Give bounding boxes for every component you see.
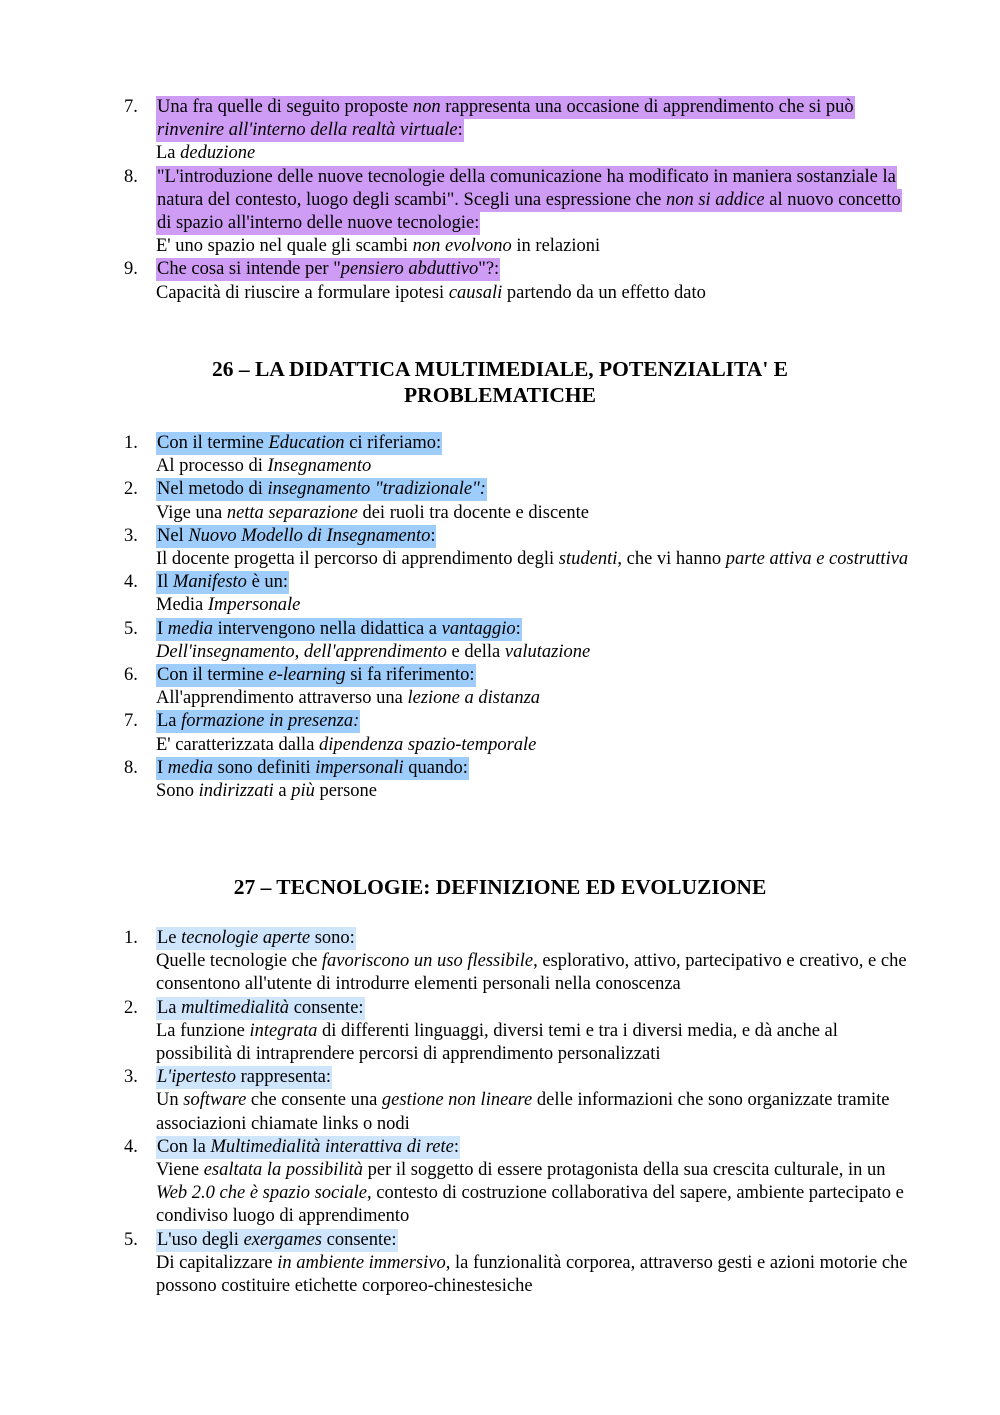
- list-item: [0, 571, 916, 617]
- question-highlight: [156, 757, 469, 780]
- question-highlight: [156, 96, 855, 142]
- item-number: 7.: [124, 97, 138, 117]
- item-number: 9.: [124, 259, 138, 280]
- item-number: 5.: [124, 1229, 138, 1250]
- answer-text: [156, 142, 916, 165]
- text-run: ,: [294, 641, 304, 662]
- italic-text-run: integrata: [249, 1020, 318, 1041]
- text-run: rappresenta:: [236, 1067, 332, 1088]
- list-item: [0, 166, 916, 259]
- text-run: dei ruoli tra docente e discente: [357, 502, 589, 523]
- text-run: Con il termine: [157, 433, 269, 453]
- text-run: Il: [157, 572, 173, 593]
- italic-text-run: vantaggio: [441, 618, 516, 639]
- item-number: 3.: [124, 525, 138, 546]
- answer-text: [156, 282, 916, 305]
- item-number: 7.: [124, 711, 138, 732]
- question-list-section-26: [0, 432, 1000, 803]
- question-text: [156, 927, 356, 950]
- question-highlight: [156, 478, 487, 501]
- text-run: partendo da un effetto dato: [502, 282, 706, 303]
- answer-text: [156, 950, 916, 996]
- italic-text-run: impersonali: [315, 757, 404, 778]
- text-run: L'uso degli: [157, 1229, 244, 1250]
- question-list-section-25: [0, 96, 1000, 305]
- answer-text: [156, 780, 916, 803]
- question-text: [156, 1066, 332, 1089]
- italic-text-run: multimedialità: [181, 997, 290, 1018]
- text-run: Che cosa si intende per ": [157, 259, 341, 280]
- question-text: [156, 96, 855, 142]
- question-highlight: [156, 664, 476, 687]
- answer-text: [156, 641, 916, 664]
- text-run: I: [157, 618, 168, 639]
- answer-text: [156, 502, 916, 525]
- list-item: [0, 1066, 916, 1136]
- italic-text-run: Multimedialità interattiva di rete: [210, 1136, 454, 1157]
- list-item: [0, 710, 916, 756]
- italic-text-run: L'ipertesto: [157, 1067, 236, 1088]
- italic-text-run: Manifesto: [172, 572, 247, 593]
- question-highlight: [156, 1136, 460, 1159]
- question-highlight: [156, 927, 356, 950]
- italic-text-run: Insegnamento: [267, 456, 372, 477]
- list-item: [0, 1136, 916, 1229]
- text-run: persone: [314, 781, 378, 802]
- text-run: , la funzionalità corporea, attraverso gesti e azioni motorie che possono costituire etichette corporeo-chinestesiche: [156, 1252, 908, 1297]
- text-run: al nuovo concetto di spazio all'interno delle nuove tecnologie:: [157, 189, 901, 234]
- list-item: [0, 478, 916, 524]
- text-run: :: [453, 1136, 459, 1157]
- question-highlight: [156, 525, 436, 548]
- question-highlight: [156, 1229, 398, 1252]
- italic-text-run: software: [183, 1090, 247, 1111]
- item-number: 2.: [124, 479, 138, 500]
- italic-text-run: Dell'insegnamento: [156, 641, 295, 662]
- list-item: [0, 618, 916, 664]
- text-run: Viene: [156, 1160, 204, 1181]
- text-run: Le: [157, 928, 182, 948]
- question-text: [156, 258, 500, 281]
- answer-text: [156, 687, 916, 710]
- text-run: Con la: [157, 1136, 211, 1157]
- question-text: [156, 432, 442, 455]
- italic-text-run: parte attiva e costruttiva: [725, 549, 909, 570]
- list-item: [0, 432, 916, 478]
- question-text: [156, 710, 360, 733]
- text-run: sono definiti: [213, 757, 316, 778]
- text-run: E' caratterizzata dalla: [156, 734, 320, 755]
- italic-text-run: dell'apprendimento: [303, 641, 447, 662]
- item-number: 4.: [124, 1136, 138, 1157]
- text-run: Media: [156, 595, 208, 616]
- italic-text-run: media: [167, 757, 214, 778]
- answer-text: [156, 235, 916, 258]
- item-number: 8.: [124, 166, 138, 187]
- text-run: La: [157, 711, 182, 732]
- italic-text-run: rinvenire all'interno della realtà virtuale: [157, 120, 458, 141]
- text-run: :: [457, 120, 463, 141]
- text-run: Sono: [156, 781, 199, 802]
- italic-text-run: Education: [268, 433, 345, 453]
- answer-text: [156, 594, 916, 617]
- text-run: e della: [446, 641, 505, 662]
- list-item: [0, 525, 916, 571]
- italic-text-run: non evolvono: [412, 236, 512, 257]
- italic-text-run: lezione a distanza: [407, 688, 541, 709]
- text-run: I: [157, 757, 168, 778]
- italic-text-run: in ambiente immersivo: [277, 1252, 446, 1273]
- text-run: Capacità di riuscire a formulare ipotesi: [156, 282, 449, 303]
- text-run: quando:: [403, 757, 468, 778]
- italic-text-run: exergames: [243, 1229, 322, 1250]
- text-run: Quelle tecnologie che: [156, 951, 322, 972]
- text-run: La: [157, 997, 182, 1018]
- text-run: , che vi hanno: [617, 549, 726, 570]
- list-item: [0, 997, 916, 1067]
- question-text: [156, 1136, 460, 1159]
- item-number: 4.: [124, 572, 138, 593]
- italic-text-run: valutazione: [504, 641, 591, 662]
- text-run: , contesto di costruzione collaborativa del sapere, ambiente partecipato e condiviso luogo di apprendimento: [156, 1183, 904, 1227]
- text-run: All'apprendimento attraverso una: [156, 688, 408, 709]
- question-highlight: [156, 618, 522, 641]
- question-text: [156, 664, 476, 687]
- text-run: , esplorativo, attivo, partecipativo e creativo, e che consentono all'utente di introdurre elementi personali nella conoscenza: [156, 951, 907, 995]
- question-text: [156, 997, 365, 1020]
- list-item: [0, 1229, 916, 1299]
- text-run: consente:: [289, 997, 364, 1018]
- question-text: [156, 478, 487, 501]
- text-run: :: [430, 525, 436, 546]
- item-number: 6.: [124, 665, 138, 686]
- text-run: E' uno spazio nel quale gli scambi: [156, 236, 413, 257]
- text-run: "L'introduzione delle nuove tecnologie della comunicazione ha modificato in maniera sostanziale la natura del contesto, luogo degli scambi". Scegli una espressione che: [157, 166, 896, 210]
- question-highlight: [156, 997, 365, 1020]
- answer-text: [156, 1089, 916, 1135]
- text-run: di differenti linguaggi, diversi temi e tra i diversi media, e dà anche al possibilità di intraprendere percorsi di apprendimento personalizzati: [156, 1020, 838, 1065]
- italic-text-run: pensiero abduttivo: [340, 259, 479, 280]
- answer-text: [156, 1252, 916, 1298]
- question-text: [156, 525, 436, 548]
- italic-text-run: formazione in presenza:: [181, 711, 360, 732]
- text-run: delle informazioni che sono organizzate tramite associazioni chiamate links o nodi: [156, 1090, 890, 1134]
- answer-text: [156, 1020, 916, 1066]
- section-heading-26: 26 – LA DIDATTICA MULTIMEDIALE, POTENZIALITA' E PROBLEMATICHE: [211, 357, 789, 407]
- italic-text-run: Nuovo Modello di Insegnamento: [188, 525, 431, 546]
- italic-text-run: deduzione: [180, 143, 256, 164]
- item-number: 3.: [124, 1067, 138, 1088]
- list-item: [0, 258, 916, 304]
- text-run: a: [273, 781, 292, 802]
- item-number: 5.: [124, 618, 138, 639]
- italic-text-run: insegnamento "tradizionale":: [267, 479, 486, 500]
- question-highlight: [156, 432, 442, 455]
- text-run: Nel metodo di: [157, 479, 268, 500]
- italic-text-run: Impersonale: [207, 595, 301, 616]
- question-list-section-27: [0, 927, 1000, 1298]
- text-run: rappresenta una occasione di apprendimento che si può: [440, 97, 854, 117]
- italic-text-run: favoriscono un uso flessibile: [321, 951, 534, 972]
- text-run: è un:: [246, 572, 289, 593]
- italic-text-run: studenti: [558, 549, 618, 570]
- list-item: [0, 927, 916, 997]
- text-run: sono:: [310, 928, 355, 948]
- question-text: [156, 1229, 398, 1252]
- text-run: Una fra quelle di seguito proposte: [157, 97, 413, 117]
- italic-text-run: e-learning: [268, 665, 346, 686]
- text-run: si fa riferimento:: [345, 665, 475, 686]
- italic-text-run: Web 2.0 che è spazio sociale: [156, 1183, 367, 1204]
- question-highlight: [156, 710, 360, 733]
- text-run: La: [156, 143, 181, 164]
- section-heading-27: 27 – TECNOLOGIE: DEFINIZIONE ED EVOLUZIONE: [233, 875, 767, 899]
- text-run: Nel: [157, 525, 189, 546]
- italic-text-run: tecnologie aperte: [181, 928, 311, 948]
- answer-text: [156, 734, 916, 757]
- question-highlight: [156, 166, 902, 235]
- list-item: [0, 664, 916, 710]
- italic-text-run: dipendenza spazio-temporale: [319, 734, 537, 755]
- italic-text-run: non si addice: [665, 189, 765, 210]
- text-run: Con il termine: [157, 665, 269, 686]
- italic-text-run: indirizzati: [198, 781, 274, 802]
- question-text: [156, 571, 289, 594]
- text-run: Un: [156, 1090, 184, 1111]
- item-number: 1.: [124, 928, 138, 948]
- question-highlight: [156, 1066, 332, 1089]
- list-item: [0, 96, 916, 166]
- text-run: ci riferiamo:: [344, 433, 442, 453]
- question-highlight: [156, 571, 289, 594]
- question-highlight: [156, 258, 500, 281]
- text-run: in relazioni: [511, 236, 601, 257]
- text-run: intervengono nella didattica a: [213, 618, 442, 639]
- text-run: La funzione: [156, 1020, 250, 1041]
- italic-text-run: causali: [448, 282, 503, 303]
- text-run: :: [515, 618, 521, 639]
- question-text: [156, 757, 469, 780]
- italic-text-run: media: [167, 618, 214, 639]
- text-run: Al processo di: [156, 456, 268, 477]
- italic-text-run: non: [412, 97, 441, 117]
- question-text: [156, 166, 902, 235]
- text-run: consente:: [322, 1229, 397, 1250]
- item-number: 2.: [124, 997, 138, 1018]
- italic-text-run: netta separazione: [226, 502, 358, 523]
- text-run: "?:: [478, 259, 500, 280]
- answer-text: [156, 1159, 916, 1229]
- text-run: Vige una: [156, 502, 227, 523]
- italic-text-run: più: [291, 781, 315, 802]
- text-run: che consente una: [246, 1090, 382, 1111]
- text-run: Il docente progetta il percorso di apprendimento degli: [156, 549, 559, 570]
- list-item: [0, 757, 916, 803]
- answer-text: [156, 455, 916, 478]
- italic-text-run: gestione non lineare: [381, 1090, 533, 1111]
- text-run: Di capitalizzare: [156, 1252, 278, 1273]
- italic-text-run: esaltata la possibilità: [203, 1160, 364, 1181]
- item-number: 1.: [124, 433, 138, 453]
- answer-text: [156, 548, 916, 571]
- question-text: [156, 618, 522, 641]
- item-number: 8.: [124, 757, 138, 778]
- text-run: per il soggetto di essere protagonista della sua crescita culturale, in un: [363, 1160, 886, 1181]
